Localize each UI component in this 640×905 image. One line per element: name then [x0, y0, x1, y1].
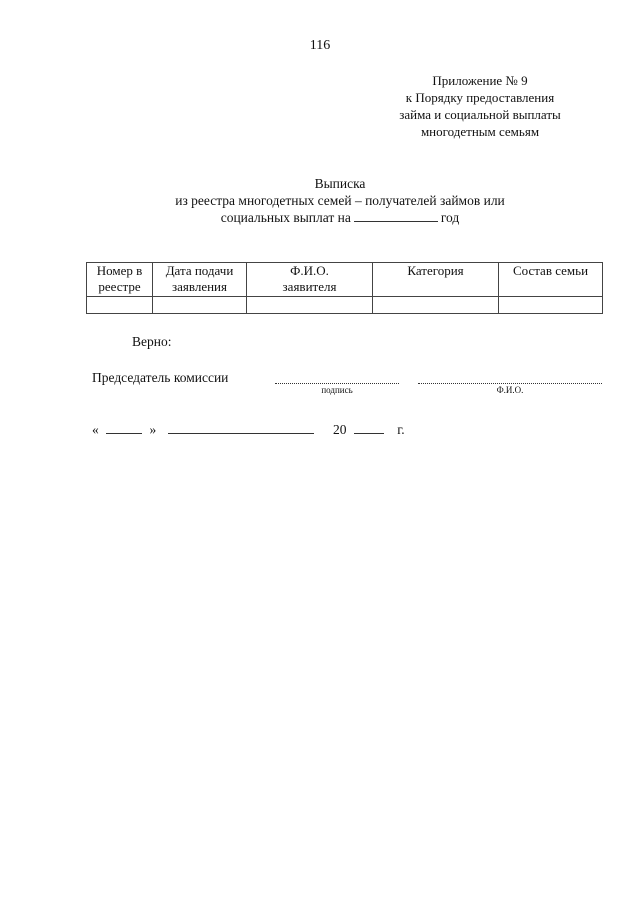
title-line-3-prefix: социальных выплат на	[220, 210, 351, 225]
document-title	[0, 175, 640, 226]
appendix-header	[375, 72, 585, 140]
table-cell[interactable]	[499, 297, 603, 314]
register-table	[86, 262, 603, 314]
signature-line[interactable]	[275, 383, 399, 384]
fio-line[interactable]	[418, 383, 602, 384]
signature-caption: подпись	[321, 385, 353, 395]
column-header-number: Номер в реестре	[87, 263, 153, 297]
title-line-3	[0, 209, 640, 226]
column-header-category: Категория	[373, 263, 499, 297]
year-blank-field[interactable]	[354, 210, 438, 222]
column-header-family: Состав семьи	[499, 263, 603, 297]
month-blank[interactable]	[168, 421, 314, 434]
column-header-fio: Ф.И.О. заявителя	[247, 263, 373, 297]
title-line-3-suffix: год	[440, 210, 460, 225]
day-blank[interactable]	[106, 421, 142, 434]
open-quote: «	[92, 422, 99, 437]
date-line	[92, 421, 405, 438]
column-header-date: Дата подачи заявления	[153, 263, 247, 297]
table-cell[interactable]	[247, 297, 373, 314]
appendix-line: многодетным семьям	[420, 124, 540, 139]
table-cell[interactable]	[87, 297, 153, 314]
chairman-label: Председатель комиссии	[92, 370, 229, 385]
verified-label: Верно:	[132, 334, 172, 349]
page-number: 116	[309, 38, 331, 53]
year-blank[interactable]	[354, 421, 384, 434]
table-cell[interactable]	[153, 297, 247, 314]
year-suffix: г.	[397, 422, 405, 437]
appendix-line: к Порядку предоставления	[405, 90, 555, 105]
table-row	[87, 297, 603, 314]
year-prefix: 20	[333, 422, 347, 437]
title-line-1: Выписка	[314, 176, 366, 191]
appendix-line: займа и социальной выплаты	[399, 107, 561, 122]
table-cell[interactable]	[373, 297, 499, 314]
title-line-2: из реестра многодетных семей – получателей займов или	[175, 193, 505, 208]
fio-caption: Ф.И.О.	[496, 385, 524, 395]
appendix-line: Приложение № 9	[432, 73, 528, 88]
close-quote: »	[149, 422, 157, 437]
table-header-row	[87, 263, 603, 297]
